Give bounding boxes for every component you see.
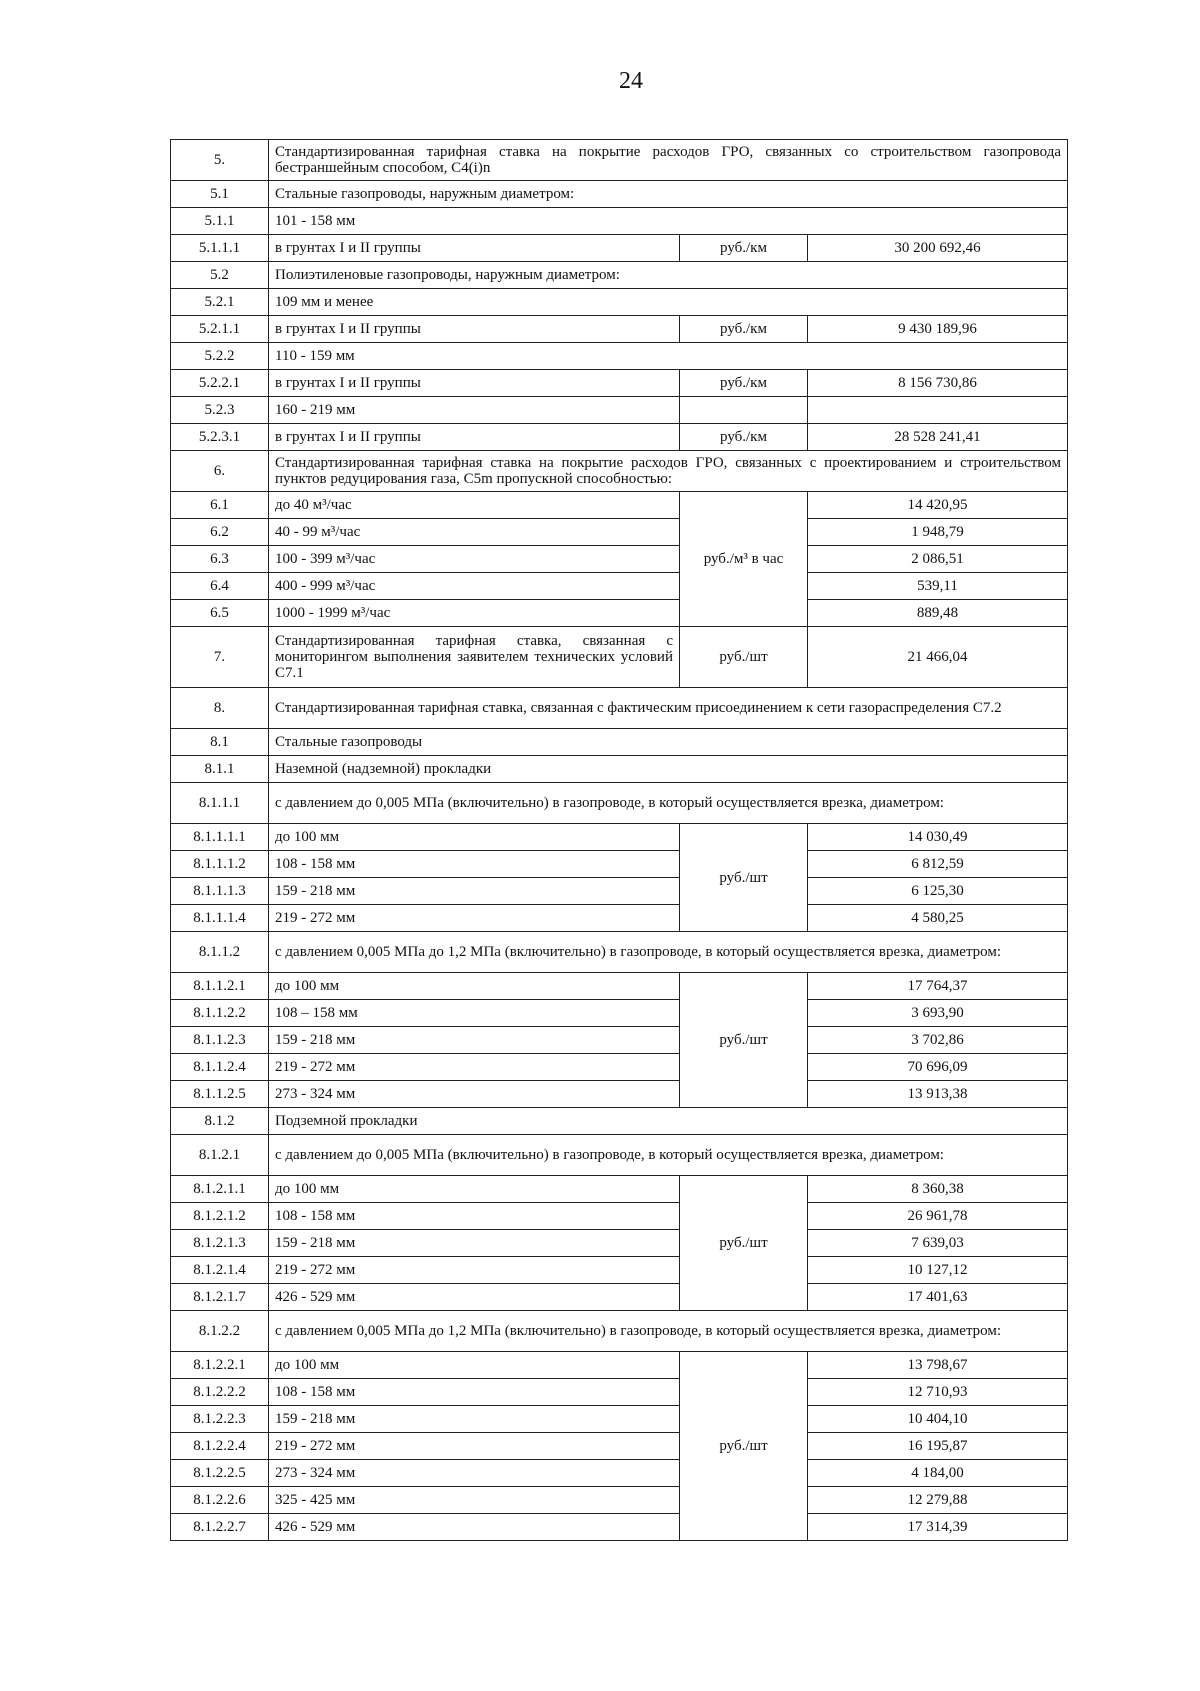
- row-description: 108 - 158 мм: [269, 1379, 680, 1406]
- table-row: [171, 851, 1068, 878]
- row-description: 108 – 158 мм: [269, 1000, 680, 1027]
- row-description: в грунтах I и II группы: [269, 316, 680, 343]
- table-row: [171, 1027, 1068, 1054]
- value-cell: [808, 397, 1068, 424]
- value-cell: 10 127,12: [808, 1257, 1068, 1284]
- row-number: 5.1.1.1: [171, 235, 269, 262]
- unit-cell: руб./шт: [680, 627, 808, 688]
- row-description: Полиэтиленовые газопроводы, наружным диаметром:: [269, 262, 1068, 289]
- row-description: Стандартизированная тарифная ставка на покрытие расходов ГРО, связанных с проектированием и строительством пунктов редуцирования газа, C5m пропускной способностью:: [269, 451, 1068, 492]
- page-number: 24: [619, 68, 643, 94]
- row-description: с давлением до 0,005 МПа (включительно) в газопроводе, в который осуществляется врезка, диаметром:: [269, 783, 1068, 824]
- row-description: Стальные газопроводы: [269, 729, 1068, 756]
- table-row: [171, 424, 1068, 451]
- tariff-table: [170, 139, 1068, 1541]
- table-row: [171, 878, 1068, 905]
- row-description: Стальные газопроводы, наружным диаметром:: [269, 181, 1068, 208]
- row-description: 101 - 158 мм: [269, 208, 1068, 235]
- row-description: 159 - 218 мм: [269, 878, 680, 905]
- table-row: [171, 824, 1068, 851]
- row-number: 8.1.2.1.2: [171, 1203, 269, 1230]
- row-number: 8.1: [171, 729, 269, 756]
- table-row: [171, 343, 1068, 370]
- value-cell: 1 948,79: [808, 519, 1068, 546]
- table-row: [171, 1406, 1068, 1433]
- row-number: 8.1.2.2.2: [171, 1379, 269, 1406]
- table-row: [171, 397, 1068, 424]
- row-description: 219 - 272 мм: [269, 905, 680, 932]
- unit-cell: руб./км: [680, 235, 808, 262]
- unit-cell: руб./шт: [680, 1176, 808, 1311]
- row-description: до 100 мм: [269, 824, 680, 851]
- table-row: [171, 905, 1068, 932]
- table-row: [171, 1203, 1068, 1230]
- table-row: [171, 1000, 1068, 1027]
- value-cell: 3 702,86: [808, 1027, 1068, 1054]
- value-cell: 12 279,88: [808, 1487, 1068, 1514]
- table-row: [171, 1379, 1068, 1406]
- unit-cell: руб./шт: [680, 824, 808, 932]
- row-description: до 100 мм: [269, 973, 680, 1000]
- table-row: [171, 519, 1068, 546]
- value-cell: 9 430 189,96: [808, 316, 1068, 343]
- value-cell: 14 420,95: [808, 492, 1068, 519]
- row-description: с давлением до 0,005 МПа (включительно) в газопроводе, в который осуществляется врезка, диаметром:: [269, 1135, 1068, 1176]
- row-number: 7.: [171, 627, 269, 688]
- row-number: 5.2.3: [171, 397, 269, 424]
- value-cell: 17 314,39: [808, 1514, 1068, 1541]
- row-number: 8.1.2.1.7: [171, 1284, 269, 1311]
- row-description: с давлением 0,005 МПа до 1,2 МПа (включительно) в газопроводе, в который осуществляется врезка, диаметром:: [269, 932, 1068, 973]
- row-number: 8.1.2.2.5: [171, 1460, 269, 1487]
- row-description: Подземной прокладки: [269, 1108, 1068, 1135]
- row-number: 8.1.1.2.5: [171, 1081, 269, 1108]
- table-row: [171, 289, 1068, 316]
- value-cell: 7 639,03: [808, 1230, 1068, 1257]
- row-number: 8.1.2.2.4: [171, 1433, 269, 1460]
- unit-cell: руб./км: [680, 316, 808, 343]
- row-description: в грунтах I и II группы: [269, 370, 680, 397]
- row-description: Стандартизированная тарифная ставка на покрытие расходов ГРО, связанных со строительством газопровода бестраншейным способом, C4(i)n: [269, 140, 1068, 181]
- table-row: [171, 262, 1068, 289]
- row-description: 273 - 324 мм: [269, 1460, 680, 1487]
- row-number: 6.4: [171, 573, 269, 600]
- row-number: 8.1.2.1.3: [171, 1230, 269, 1257]
- unit-cell: руб./км: [680, 370, 808, 397]
- row-number: 8.1.2: [171, 1108, 269, 1135]
- row-number: 8.1.2.2.7: [171, 1514, 269, 1541]
- value-cell: 889,48: [808, 600, 1068, 627]
- row-number: 6.5: [171, 600, 269, 627]
- table-row: [171, 756, 1068, 783]
- row-description: 325 - 425 мм: [269, 1487, 680, 1514]
- row-description: до 100 мм: [269, 1176, 680, 1203]
- row-number: 5.1: [171, 181, 269, 208]
- row-number: 8.1.2.1: [171, 1135, 269, 1176]
- value-cell: 30 200 692,46: [808, 235, 1068, 262]
- value-cell: 21 466,04: [808, 627, 1068, 688]
- row-description: 400 - 999 м³/час: [269, 573, 680, 600]
- table-row: [171, 492, 1068, 519]
- row-number: 8.: [171, 688, 269, 729]
- row-number: 8.1.2.2.3: [171, 1406, 269, 1433]
- table-row: [171, 546, 1068, 573]
- value-cell: 13 798,67: [808, 1352, 1068, 1379]
- row-number: 6.2: [171, 519, 269, 546]
- row-description: Наземной (надземной) прокладки: [269, 756, 1068, 783]
- row-number: 6.1: [171, 492, 269, 519]
- row-description: 219 - 272 мм: [269, 1054, 680, 1081]
- row-number: 5.2.1: [171, 289, 269, 316]
- unit-cell: руб./км: [680, 424, 808, 451]
- row-number: 8.1.2.2.1: [171, 1352, 269, 1379]
- row-number: 8.1.1.2.3: [171, 1027, 269, 1054]
- row-number: 5.: [171, 140, 269, 181]
- table-row: [171, 181, 1068, 208]
- value-cell: 28 528 241,41: [808, 424, 1068, 451]
- value-cell: 17 401,63: [808, 1284, 1068, 1311]
- row-number: 8.1.1.2: [171, 932, 269, 973]
- row-number: 6.3: [171, 546, 269, 573]
- row-description: 159 - 218 мм: [269, 1027, 680, 1054]
- value-cell: 8 360,38: [808, 1176, 1068, 1203]
- row-description: в грунтах I и II группы: [269, 235, 680, 262]
- row-number: 8.1.1.1.4: [171, 905, 269, 932]
- row-number: 8.1.2.1.1: [171, 1176, 269, 1203]
- value-cell: 12 710,93: [808, 1379, 1068, 1406]
- table-row: [171, 1176, 1068, 1203]
- table-row: [171, 783, 1068, 824]
- value-cell: 17 764,37: [808, 973, 1068, 1000]
- table-row: [171, 1108, 1068, 1135]
- row-description: 426 - 529 мм: [269, 1284, 680, 1311]
- table-row: [171, 1433, 1068, 1460]
- table-row: [171, 1514, 1068, 1541]
- row-description: 219 - 272 мм: [269, 1433, 680, 1460]
- table-row: [171, 932, 1068, 973]
- row-number: 5.1.1: [171, 208, 269, 235]
- row-number: 5.2: [171, 262, 269, 289]
- unit-cell: руб./м³ в час: [680, 492, 808, 627]
- value-cell: 16 195,87: [808, 1433, 1068, 1460]
- value-cell: 70 696,09: [808, 1054, 1068, 1081]
- row-description: 1000 - 1999 м³/час: [269, 600, 680, 627]
- row-description: до 100 мм: [269, 1352, 680, 1379]
- row-description: 160 - 219 мм: [269, 397, 680, 424]
- value-cell: 4 184,00: [808, 1460, 1068, 1487]
- value-cell: 6 125,30: [808, 878, 1068, 905]
- unit-cell: руб./шт: [680, 1352, 808, 1541]
- table-row: [171, 627, 1068, 688]
- table-row: [171, 1081, 1068, 1108]
- table-row: [171, 1257, 1068, 1284]
- table-row: [171, 600, 1068, 627]
- row-number: 8.1.1.2.2: [171, 1000, 269, 1027]
- row-description: 273 - 324 мм: [269, 1081, 680, 1108]
- table-row: [171, 451, 1068, 492]
- row-description: 110 - 159 мм: [269, 343, 1068, 370]
- table-row: [171, 1460, 1068, 1487]
- row-number: 8.1.2.1.4: [171, 1257, 269, 1284]
- value-cell: 2 086,51: [808, 546, 1068, 573]
- row-description: с давлением 0,005 МПа до 1,2 МПа (включительно) в газопроводе, в который осуществляется врезка, диаметром:: [269, 1311, 1068, 1352]
- row-number: 8.1.1.1.3: [171, 878, 269, 905]
- row-description: 219 - 272 мм: [269, 1257, 680, 1284]
- table-row: [171, 1230, 1068, 1257]
- row-number: 5.2.1.1: [171, 316, 269, 343]
- table-row: [171, 1054, 1068, 1081]
- row-description: 100 - 399 м³/час: [269, 546, 680, 573]
- row-number: 5.2.2.1: [171, 370, 269, 397]
- table-row: [171, 316, 1068, 343]
- value-cell: 4 580,25: [808, 905, 1068, 932]
- row-number: 8.1.1.2.4: [171, 1054, 269, 1081]
- row-description: до 40 м³/час: [269, 492, 680, 519]
- table-row: [171, 1135, 1068, 1176]
- tariff-table-body: [171, 140, 1068, 1541]
- row-description: 159 - 218 мм: [269, 1230, 680, 1257]
- table-row: [171, 1352, 1068, 1379]
- row-description: 108 - 158 мм: [269, 851, 680, 878]
- value-cell: 26 961,78: [808, 1203, 1068, 1230]
- row-number: 8.1.2.2.6: [171, 1487, 269, 1514]
- row-description: Стандартизированная тарифная ставка, связанная с мониторингом выполнения заявителем технических условий C7.1: [269, 627, 680, 688]
- row-number: 8.1.1: [171, 756, 269, 783]
- table-row: [171, 1284, 1068, 1311]
- row-number: 5.2.2: [171, 343, 269, 370]
- table-row: [171, 973, 1068, 1000]
- row-number: 8.1.1.1.1: [171, 824, 269, 851]
- value-cell: 539,11: [808, 573, 1068, 600]
- table-row: [171, 729, 1068, 756]
- unit-cell: руб./шт: [680, 973, 808, 1108]
- value-cell: 13 913,38: [808, 1081, 1068, 1108]
- table-row: [171, 573, 1068, 600]
- value-cell: 14 030,49: [808, 824, 1068, 851]
- row-number: 8.1.2.2: [171, 1311, 269, 1352]
- row-description: в грунтах I и II группы: [269, 424, 680, 451]
- row-number: 8.1.1.1.2: [171, 851, 269, 878]
- table-row: [171, 370, 1068, 397]
- value-cell: 8 156 730,86: [808, 370, 1068, 397]
- row-description: 159 - 218 мм: [269, 1406, 680, 1433]
- row-number: 6.: [171, 451, 269, 492]
- value-cell: 6 812,59: [808, 851, 1068, 878]
- row-description: 109 мм и менее: [269, 289, 1068, 316]
- row-number: 5.2.3.1: [171, 424, 269, 451]
- row-number: 8.1.1.1: [171, 783, 269, 824]
- table-row: [171, 1311, 1068, 1352]
- value-cell: 10 404,10: [808, 1406, 1068, 1433]
- row-description: 108 - 158 мм: [269, 1203, 680, 1230]
- table-row: [171, 1487, 1068, 1514]
- value-cell: 3 693,90: [808, 1000, 1068, 1027]
- table-row: [171, 140, 1068, 181]
- table-row: [171, 688, 1068, 729]
- unit-cell: [680, 397, 808, 424]
- row-description: 40 - 99 м³/час: [269, 519, 680, 546]
- row-description: 426 - 529 мм: [269, 1514, 680, 1541]
- table-row: [171, 208, 1068, 235]
- table-row: [171, 235, 1068, 262]
- row-number: 8.1.1.2.1: [171, 973, 269, 1000]
- row-description: Стандартизированная тарифная ставка, связанная с фактическим присоединением к сети газораспределения C7.2: [269, 688, 1068, 729]
